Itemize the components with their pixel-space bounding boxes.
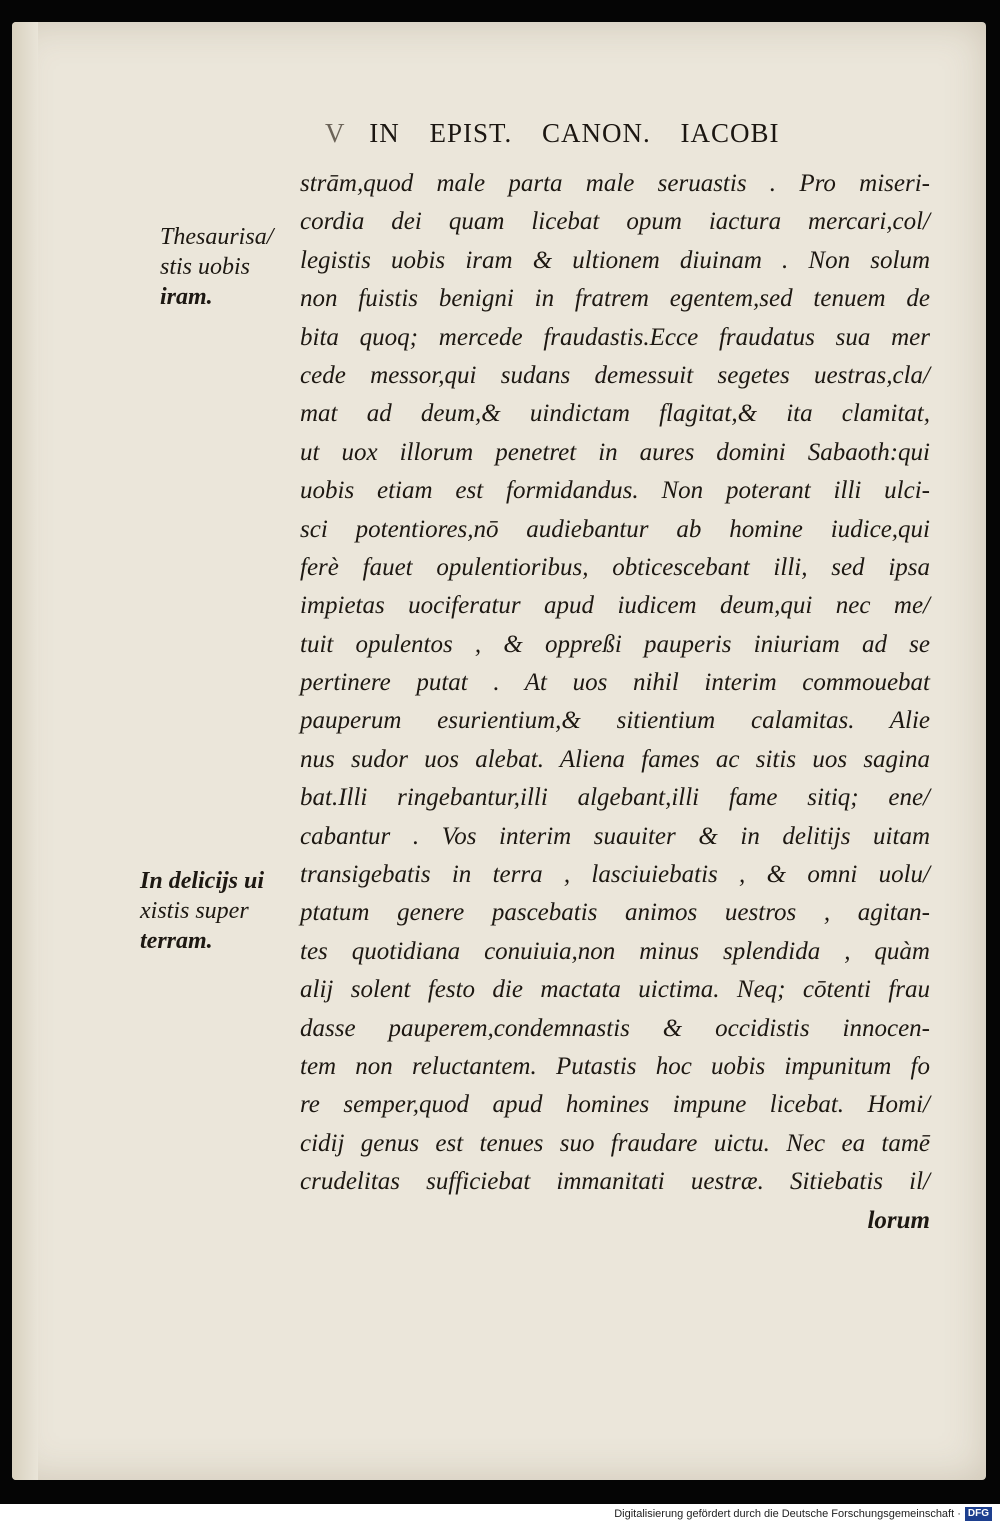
text-line: dasse pauperem,condemnastis & occidistis innocen- bbox=[300, 1014, 930, 1042]
text-line: bita quoq; mercede fraudastis.Ecce fraudatus sua mer bbox=[300, 323, 930, 351]
text-line: ut uox illorum penetret in aures domini Sabaoth:qui bbox=[300, 438, 930, 466]
text-line: uobis etiam est formidandus. Non poterant illi ulci- bbox=[300, 477, 930, 505]
text-line: tem non reluctantem. Putastis hoc uobis impunitum fo bbox=[300, 1052, 930, 1080]
page-gutter bbox=[12, 22, 38, 1480]
text-line: cordia dei quam licebat opum iactura mercari,col/ bbox=[300, 208, 930, 236]
running-header bbox=[325, 118, 905, 158]
header-word: IACOBI bbox=[680, 118, 780, 148]
catchword: lorum bbox=[867, 1206, 930, 1234]
margin-note-line: In delicijs ui bbox=[140, 868, 265, 894]
text-line: mat ad deum,& uindictam flagitat,& ita clamitat, bbox=[300, 400, 930, 428]
text-line: cabantur . Vos interim suauiter & in delitijs uitam bbox=[300, 822, 930, 850]
header-signature: V bbox=[325, 118, 346, 148]
text-line: strām,quod male parta male seruastis . Pro miseri- bbox=[300, 170, 930, 197]
text-line: nus sudor uos alebat. Aliena fames ac sitis uos sagina bbox=[300, 745, 930, 773]
body-text bbox=[300, 165, 930, 1240]
text-line: cede messor,qui sudans demessuit segetes uestras,cla/ bbox=[300, 361, 930, 389]
text-line: alij solent festo die mactata uictima. Neq; cōtenti frau bbox=[300, 976, 930, 1004]
text-line: pertinere putat . At uos nihil interim commouebat bbox=[300, 669, 930, 697]
text-line: pauperum esurientium,& sitientium calamitas. Alie bbox=[300, 707, 930, 735]
text-line: tes quotidiana conuiuia,non minus splendida , quàm bbox=[300, 937, 930, 965]
text-line: sci potentiores,nō audiebantur ab homine iudice,qui bbox=[300, 515, 930, 543]
margin-note-in-delicijs bbox=[140, 866, 300, 956]
margin-note-thesaurizastis bbox=[160, 222, 310, 312]
text-line: impietas uociferatur apud iudicem deum,qui nec me/ bbox=[300, 592, 930, 620]
text-line: cidij genus est tenues suo fraudare uictu. Nec ea tamē bbox=[300, 1129, 930, 1157]
text-line: legistis uobis iram & ultionem diuinam . Non solum bbox=[300, 246, 930, 274]
text-line: transigebatis in terra , lasciuiebatis , & omni uolu/ bbox=[300, 861, 930, 889]
text-line: ptatum genere pascebatis animos uestros , agitan- bbox=[300, 899, 930, 927]
digitization-footer bbox=[0, 1504, 1000, 1524]
margin-note-line: stis uobis bbox=[160, 254, 251, 280]
funding-credit: Digitalisierung gefördert durch die Deutsche Forschungsgemeinschaft · bbox=[614, 1508, 961, 1520]
margin-note-line: xistis super bbox=[140, 898, 249, 924]
dfg-logo: DFG bbox=[965, 1507, 992, 1521]
text-line: non fuistis benigni in fratrem egentem,sed tenuem de bbox=[300, 285, 930, 313]
text-line: bat.Illi ringebantur,illi algebant,illi fame sitiq; ene/ bbox=[300, 784, 930, 812]
text-line: re semper,quod apud homines impune licebat. Homi/ bbox=[300, 1091, 930, 1119]
margin-note-line: iram. bbox=[160, 284, 213, 310]
margin-note-line: Thesaurisa/ bbox=[160, 224, 274, 250]
text-line: tuit opulentos , & oppreßi pauperis iniuriam ad se bbox=[300, 630, 930, 658]
text-line: crudelitas sufficiebat immanitati uestræ. Sitiebatis il/ bbox=[300, 1168, 930, 1196]
text-line: ferè fauet opulentioribus, obticescebant illi, sed ipsa bbox=[300, 553, 930, 581]
header-word: EPIST. bbox=[429, 118, 513, 148]
header-word: CANON. bbox=[542, 118, 651, 148]
header-word: IN bbox=[369, 118, 400, 148]
margin-note-line: terram. bbox=[140, 928, 213, 954]
